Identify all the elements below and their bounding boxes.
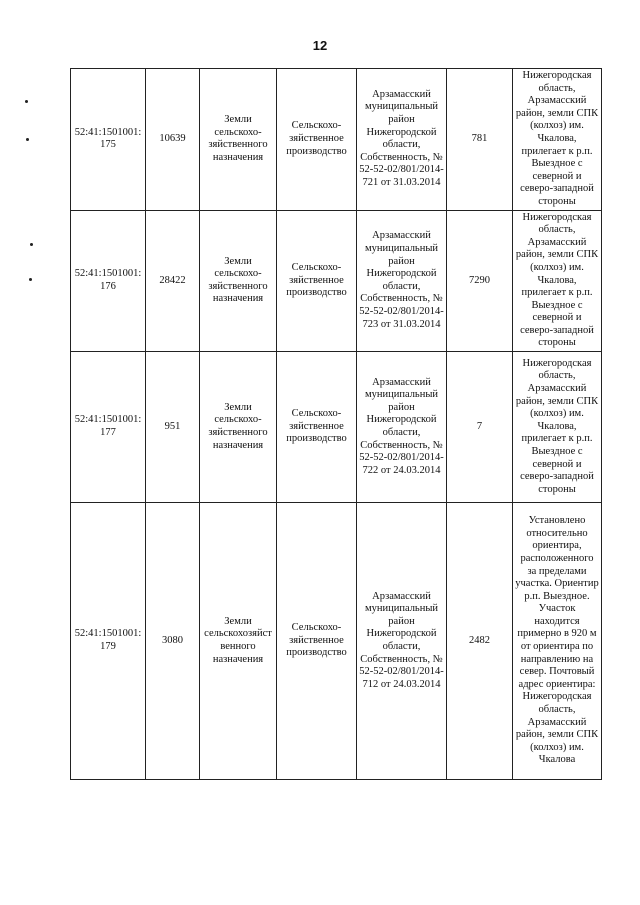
owner-right-cell: Арзамасский муниципальный район Нижегородской области, Собственность, № 52-52-02/801/2014-712 от 24.03.2014 <box>357 503 447 780</box>
table-row <box>71 352 602 503</box>
land-category-cell: Земли сельскохо-зяйственного назначения <box>200 69 277 211</box>
location-cell: Установлено относительно ориентира, расположенного за пределами участка. Ориентир р.п. Выездное. Участок находится примерно в 920 м от ориентира по направлению на север. Почтовый адрес ориентира: Нижегородская область, Арзамасский район, земли СПК (колхоз) им. Чкалова <box>513 503 602 780</box>
permitted-use-cell: Сельскохо-зяйственное производство <box>277 210 357 352</box>
area-cell: 10639 <box>146 69 200 211</box>
area-cell: 28422 <box>146 210 200 352</box>
owner-right-cell: Арзамасский муниципальный район Нижегородской области, Собственность, № 52-52-02/801/2014-723 от 31.03.2014 <box>357 210 447 352</box>
margin-mark <box>25 100 28 103</box>
location-cell: Нижегородская область, Арзамасский район, земли СПК (колхоз) им. Чкалова, прилегает к р.п. Выездное с северной и северо-западной стороны <box>513 352 602 503</box>
land-category-cell: Земли сельскохозяйственного назначения <box>200 503 277 780</box>
land-category-cell: Земли сельскохо-зяйственного назначения <box>200 352 277 503</box>
cadastral-value-cell: 7 <box>447 352 513 503</box>
owner-right-cell: Арзамасский муниципальный район Нижегородской области, Собственность, № 52-52-02/801/2014-722 от 24.03.2014 <box>357 352 447 503</box>
margin-mark <box>26 138 29 141</box>
page-number: 12 <box>312 38 328 53</box>
margin-mark <box>29 278 32 281</box>
table-row <box>71 210 602 352</box>
cadastral-value-cell: 781 <box>447 69 513 211</box>
area-cell: 3080 <box>146 503 200 780</box>
area-cell: 951 <box>146 352 200 503</box>
land-plots-table <box>70 68 602 780</box>
margin-mark <box>30 243 33 246</box>
table-row <box>71 503 602 780</box>
location-cell: Нижегородская область, Арзамасский район, земли СПК (колхоз) им. Чкалова, прилегает к р.п. Выездное с северной и северо-западной стороны <box>513 210 602 352</box>
owner-right-cell: Арзамасский муниципальный район Нижегородской области, Собственность, № 52-52-02/801/2014-721 от 31.03.2014 <box>357 69 447 211</box>
table-row <box>71 69 602 211</box>
cadastral-number-cell: 52:41:1501001:176 <box>71 210 146 352</box>
land-category-cell: Земли сельскохо-зяйственного назначения <box>200 210 277 352</box>
cadastral-number-cell: 52:41:1501001:179 <box>71 503 146 780</box>
cadastral-number-cell: 52:41:1501001:175 <box>71 69 146 211</box>
permitted-use-cell: Сельскохо-зяйственное производство <box>277 352 357 503</box>
cadastral-value-cell: 2482 <box>447 503 513 780</box>
location-cell: Нижегородская область, Арзамасский район, земли СПК (колхоз) им. Чкалова, прилегает к р.п. Выездное с северной и северо-западной стороны <box>513 69 602 211</box>
cadastral-number-cell: 52:41:1501001:177 <box>71 352 146 503</box>
cadastral-value-cell: 7290 <box>447 210 513 352</box>
permitted-use-cell: Сельскохо-зяйственное производство <box>277 503 357 780</box>
permitted-use-cell: Сельскохо-зяйственное производство <box>277 69 357 211</box>
